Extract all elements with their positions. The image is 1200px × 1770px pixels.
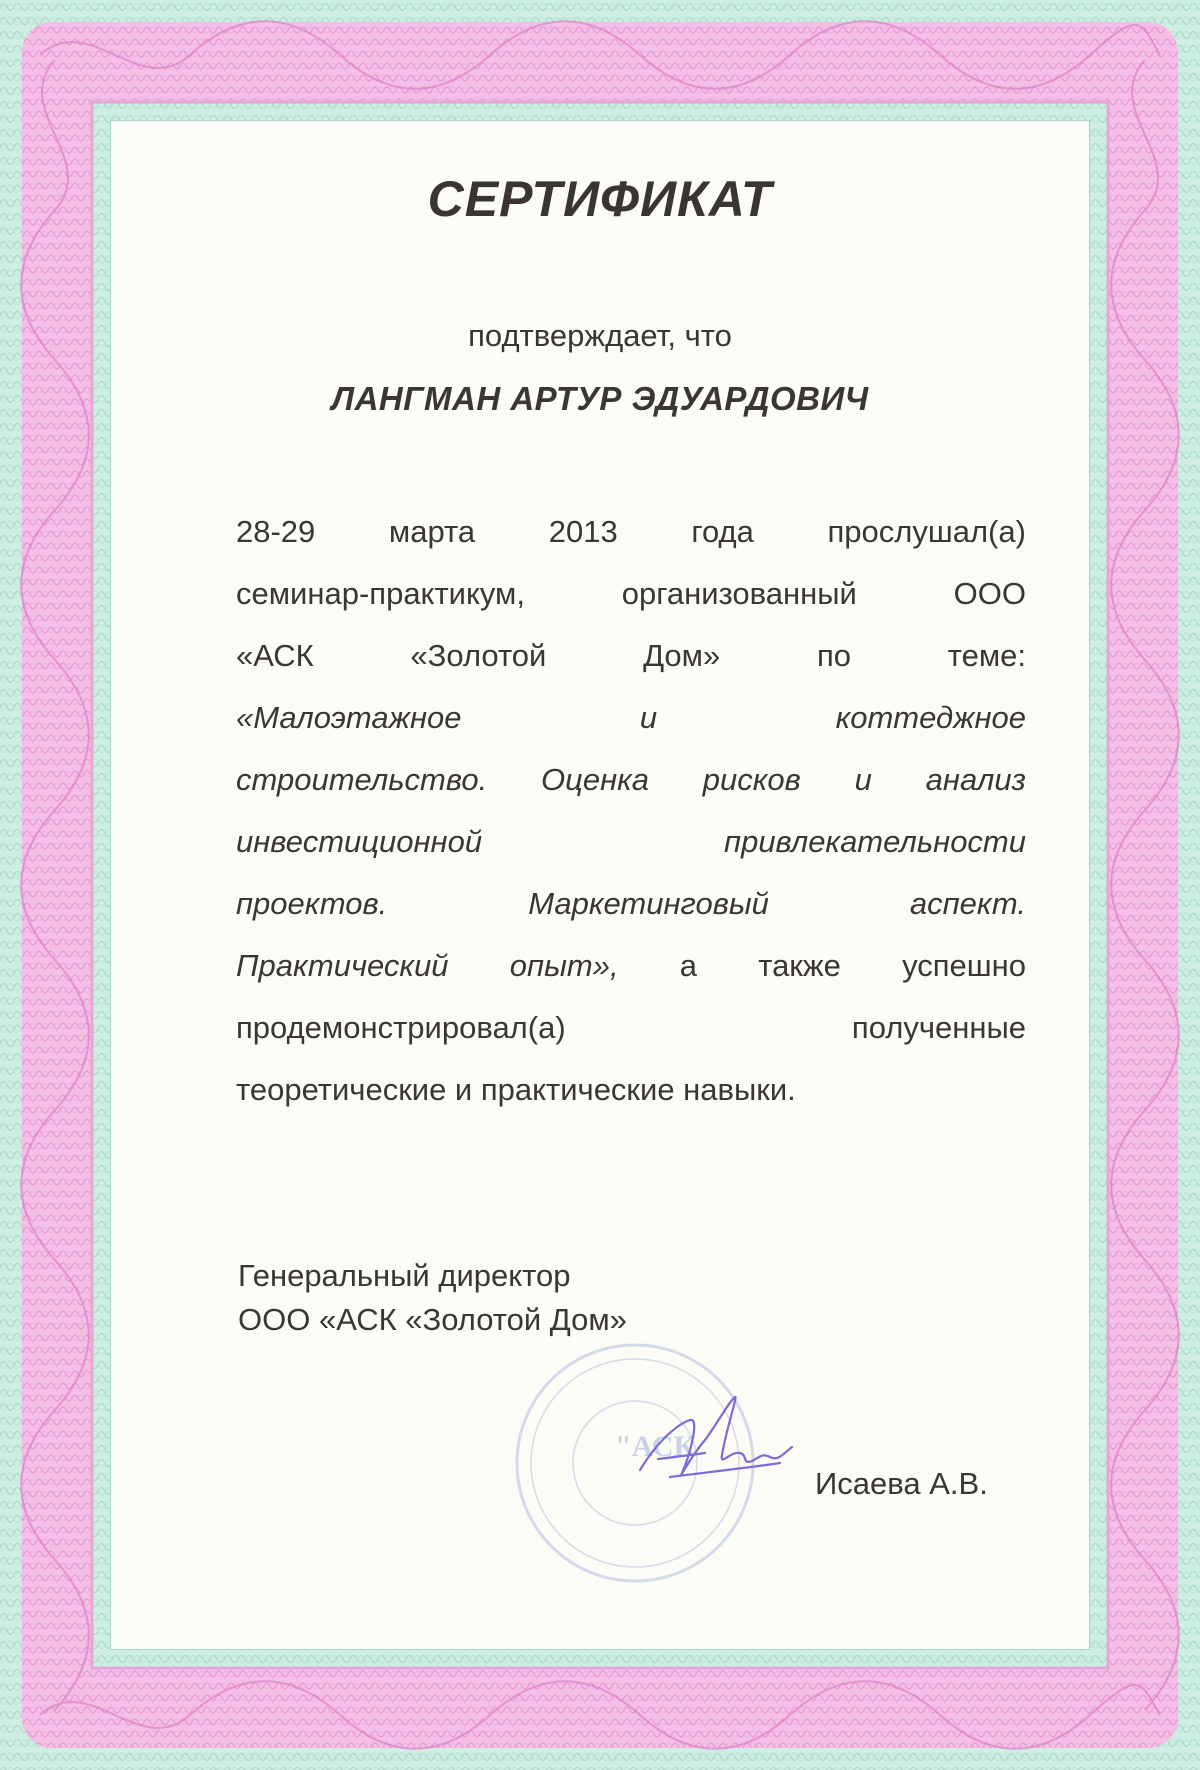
body-word: а (679, 948, 698, 983)
body-line (236, 1070, 1026, 1110)
body-word: привлекательности (724, 824, 1026, 859)
body-word: марта (388, 514, 476, 549)
body-word: строительство. (236, 762, 488, 797)
body-word: «Малоэтажное (236, 700, 462, 735)
body-line (236, 574, 1026, 614)
body-line (236, 512, 1026, 552)
body-word: и (639, 700, 658, 735)
certificate-title: СЕРТИФИКАТ (427, 171, 773, 227)
body-word: аспект. (909, 886, 1026, 921)
body-line (236, 760, 1026, 800)
body-line (236, 946, 1026, 986)
body-word: полученные (851, 1010, 1026, 1045)
body-word: коттеджное (835, 700, 1026, 735)
body-word: Маркетинговый (528, 886, 769, 921)
body-word: семинар-практикум, (236, 576, 525, 611)
recipient-name: ЛАНГМАН АРТУР ЭДУАРДОВИЧ (331, 380, 869, 417)
body-word: ООО (953, 576, 1026, 611)
body-word: опыт», (509, 948, 619, 983)
body-word: 28-29 (236, 514, 316, 549)
body-word: прослушал(а) (827, 514, 1026, 549)
signature (630, 1385, 800, 1505)
stamp-text: "АСК (615, 1430, 696, 1463)
body-line (236, 1008, 1026, 1048)
body-word: успешно (902, 948, 1026, 983)
body-line (236, 822, 1026, 862)
body-word: анализ (925, 762, 1026, 797)
body-word: по (816, 638, 851, 673)
body-line (236, 698, 1026, 738)
body-word: Оценка (540, 762, 649, 797)
body-word: теме: (947, 638, 1026, 673)
signer-name: Исаева А.В. (815, 1466, 988, 1501)
signatory-organization: ООО «АСК «Золотой Дом» (238, 1302, 627, 1337)
body-word: проектов. (236, 886, 388, 921)
body-word: теоретические и практические навыки. (236, 1072, 796, 1107)
body-line (236, 636, 1026, 676)
body-word: «АСК (236, 638, 314, 673)
signatory-title: Генеральный директор (238, 1258, 571, 1293)
body-word: и (854, 762, 872, 797)
body-word: Практический (236, 948, 449, 983)
body-word: года (691, 514, 754, 549)
body-word: инвестиционной (236, 824, 483, 859)
body-word: организованный (621, 576, 857, 611)
confirms-text: подтверждает, что (468, 318, 732, 353)
body-word: 2013 (548, 514, 618, 549)
body-word: «Золотой (410, 638, 547, 673)
body-word: также (758, 948, 841, 983)
body-word: Дом» (643, 638, 721, 673)
body-word: рисков (702, 762, 801, 797)
body-word: продемонстрировал(а) (236, 1010, 566, 1045)
body-line (236, 884, 1026, 924)
